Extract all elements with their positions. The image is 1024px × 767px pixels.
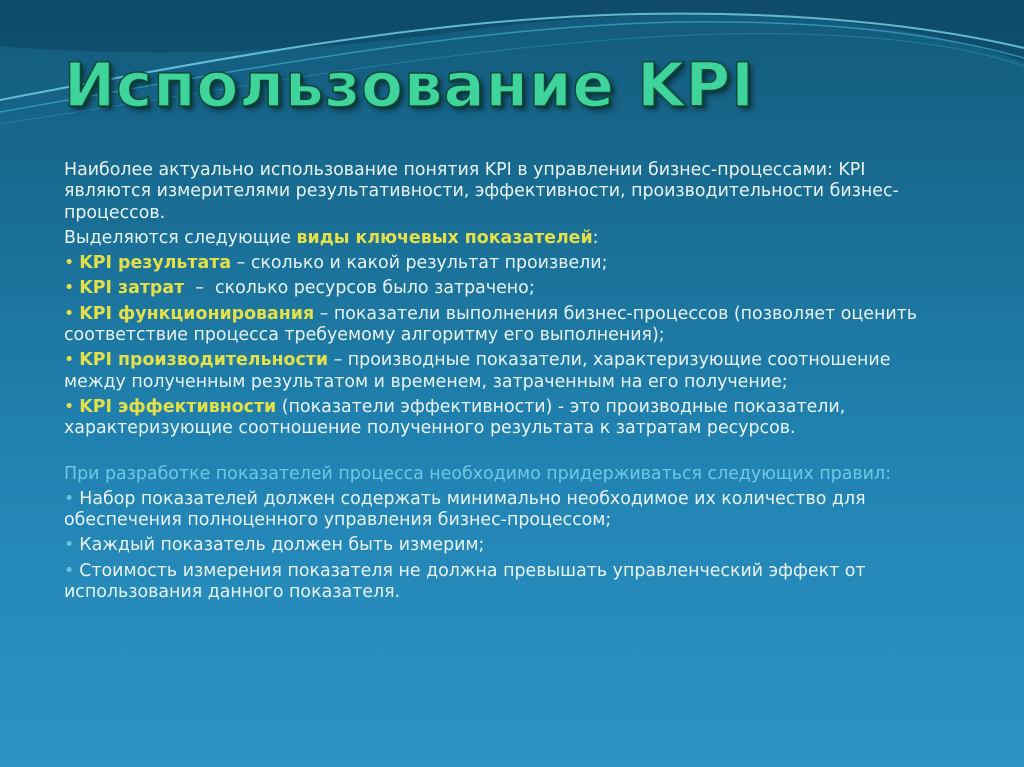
bullet-icon: • (64, 253, 75, 274)
kpi-type-item (64, 304, 944, 347)
kpi-type-item (64, 278, 944, 299)
slide-title: Использование KPI (64, 50, 755, 121)
kpi-type-desc: – сколько и какой результат произвели; (231, 253, 608, 274)
rule-item (64, 535, 944, 556)
bullet-icon: • (64, 535, 75, 556)
intro-paragraph: Наиболее актуально использование понятия KPI в управлении бизнес-процессами: KPI являются измерителями результативности, эффективности, производительности бизнес-процессов. (64, 160, 899, 223)
bullet-icon: • (64, 303, 75, 324)
kpi-type-item (64, 253, 944, 274)
kpi-type-name: KPI результата (79, 253, 232, 274)
types-lead (64, 228, 944, 249)
rules-section (64, 464, 944, 604)
bullet-icon: • (64, 350, 75, 371)
kpi-type-name: KPI эффективности (79, 396, 277, 417)
kpi-type-desc: – показатели выполнения бизнес-процессов (позволяет оценить соответствие процесса требуемому алгоритму его выполнения); (64, 303, 917, 346)
kpi-type-item (64, 397, 944, 440)
slide-body (64, 160, 944, 607)
kpi-type-item (64, 350, 944, 393)
types-lead-before: Выделяются следующие (64, 227, 297, 248)
rules-lead: При разработке показателей процесса необходимо придерживаться следующих правил: (64, 463, 891, 484)
types-lead-highlight: виды ключевых показателей (296, 227, 593, 248)
kpi-type-desc: (показатели эффективности) - это производные показатели, характеризующие соотношение полученного результата к затратам ресурсов. (64, 396, 846, 439)
kpi-type-name: KPI затрат (79, 278, 185, 299)
rule-item (64, 489, 944, 532)
types-lead-after: : (592, 227, 599, 248)
rule-text: Каждый показатель должен быть измерим; (79, 535, 485, 556)
bullet-icon: • (64, 488, 75, 509)
rule-item (64, 561, 944, 604)
kpi-type-desc: – сколько ресурсов было затрачено; (184, 278, 535, 299)
kpi-type-name: KPI производительности (79, 350, 329, 371)
bullet-icon: • (64, 278, 75, 299)
kpi-type-name: KPI функционирования (79, 303, 315, 324)
rule-text: Набор показателей должен содержать минимально необходимое их количество для обеспечения полноценного управления бизнес-процессом; (64, 488, 866, 531)
bullet-icon: • (64, 560, 75, 581)
rule-text: Стоимость измерения показателя не должна превышать управленческий эффект от использования данного показателя. (64, 560, 866, 603)
kpi-type-desc: – производные показатели, характеризующие соотношение между полученным результатом и временем, затраченным на его получение; (64, 350, 891, 392)
bullet-icon: • (64, 396, 75, 417)
